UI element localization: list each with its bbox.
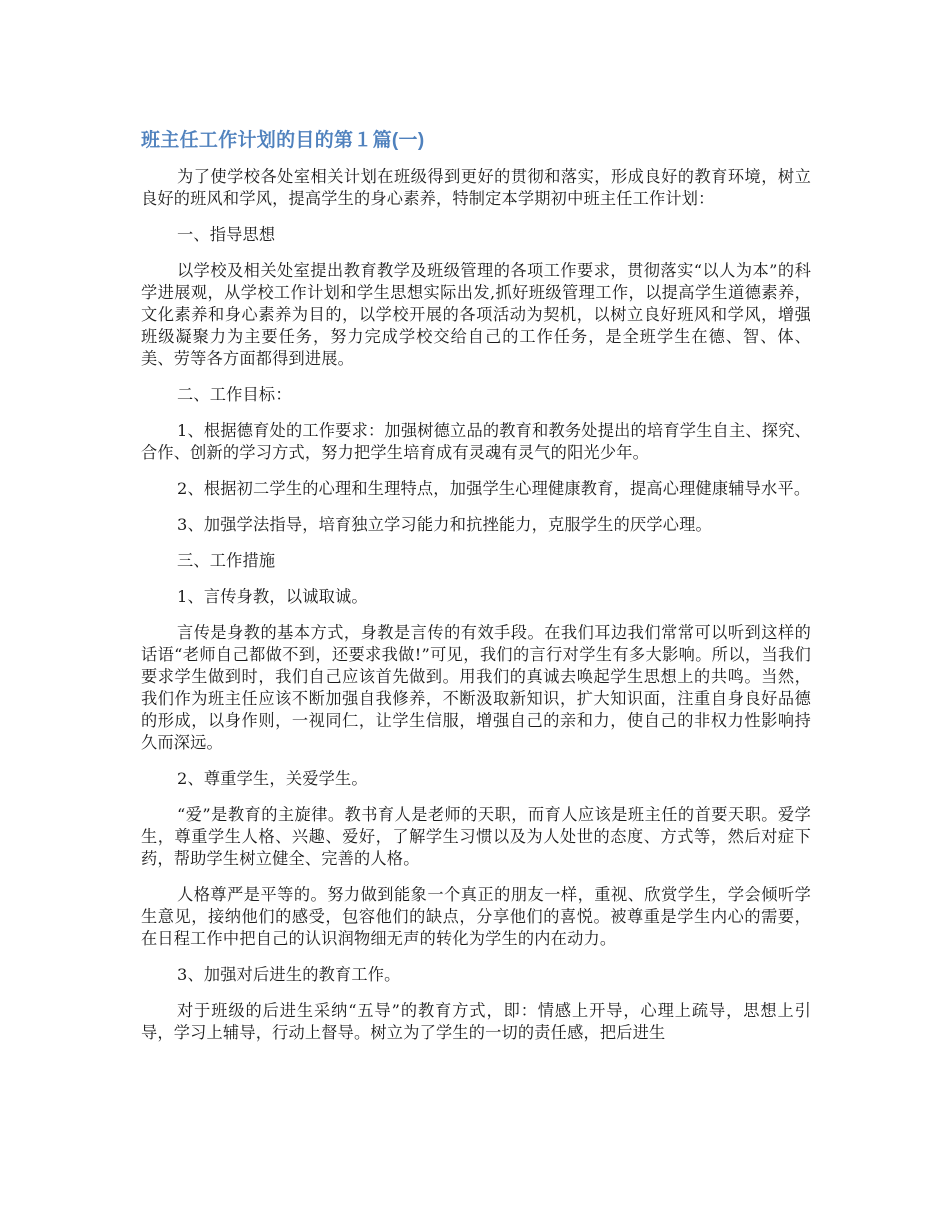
measure-heading-1: 1、言传身教，以诚取诚。 bbox=[177, 587, 368, 606]
measure-heading-3: 3、加强对后进生的教育工作。 bbox=[177, 965, 401, 984]
measure-heading-2: 2、尊重学生，关爱学生。 bbox=[177, 769, 368, 788]
measure-2-paragraph-b: 人格尊严是平等的。努力做到能象一个真正的朋友一样，重视、欣赏学生，学会倾听学生意见，接纳他们的感受，包容他们的缺点，分享他们的喜悦。被尊重是学生内心的需要，在日程工作中把自己的认识润物细无声的转化为学生的内在动力。 bbox=[141, 885, 811, 948]
guiding-thought-paragraph: 以学校及相关处室提出教育教学及班级管理的各项工作要求，贯彻落实“以人为本”的科学进展观，从学校工作计划和学生思想实际出发,抓好班级管理工作，以提高学生道德素养，文化素养和身心素养为目的，以学校开展的各项活动为契机，以树立良好班风和学风，增强班级凝聚力为主要任务，努力完成学校交给自己的工作任务，是全班学生在德、智、体、美、劳等各方面都得到进展。 bbox=[141, 261, 811, 368]
document-body bbox=[141, 126, 811, 1058]
goal-item-2: 2、根据初二学生的心理和生理特点，加强学生心理健康教育，提高心理健康辅导水平。 bbox=[177, 479, 811, 498]
intro-paragraph: 为了使学校各处室相关计划在班级得到更好的贯彻和落实，形成良好的教育环境，树立良好的班风和学风，提高学生的身心素养，特制定本学期初中班主任工作计划： bbox=[141, 167, 811, 208]
measure-2-paragraph-a: “爱”是教育的主旋律。教书育人是老师的天职，而育人应该是班主任的首要天职。爱学生，尊重学生人格、兴趣、爱好，了解学生习惯以及为人处世的态度、方式等，然后对症下药，帮助学生树立健全、完善的人格。 bbox=[141, 805, 811, 868]
section-heading-work-measures: 三、工作措施 bbox=[177, 551, 276, 570]
section-heading-work-goals: 二、工作目标： bbox=[177, 385, 292, 404]
measure-1-paragraph: 言传是身教的基本方式，身教是言传的有效手段。在我们耳边我们常常可以听到这样的话语“老师自己都做不到，还要求我做!”可见，我们的言行对学生有多大影响。所以，当我们要求学生做到时，我们自己应该首先做到。用我们的真诚去唤起学生思想上的共鸣。当然，我们作为班主任应该不断加强自我修养，不断汲取新知识，扩大知识面，注重自身良好品德的形成，以身作则，一视同仁，让学生信服，增强自己的亲和力，使自己的非权力性影响持久而深远。 bbox=[141, 623, 811, 752]
section-heading-guiding-thought: 一、指导思想 bbox=[177, 225, 276, 244]
document-title: 班主任工作计划的目的第１篇(一) bbox=[141, 130, 425, 151]
goal-item-3: 3、加强学法指导，培育独立学习能力和抗挫能力，克服学生的厌学心理。 bbox=[177, 515, 712, 534]
goal-item-1: 1、根据德育处的工作要求：加强树德立品的教育和教务处提出的培育学生自主、探究、合作、创新的学习方式，努力把学生培育成有灵魂有灵气的阳光少年。 bbox=[141, 421, 811, 462]
measure-3-paragraph: 对于班级的后进生采纳“五导”的教育方式，即：情感上开导，心理上疏导，思想上引导，学习上辅导，行动上督导。树立为了学生的一切的责任感，把后进生 bbox=[141, 1001, 811, 1042]
